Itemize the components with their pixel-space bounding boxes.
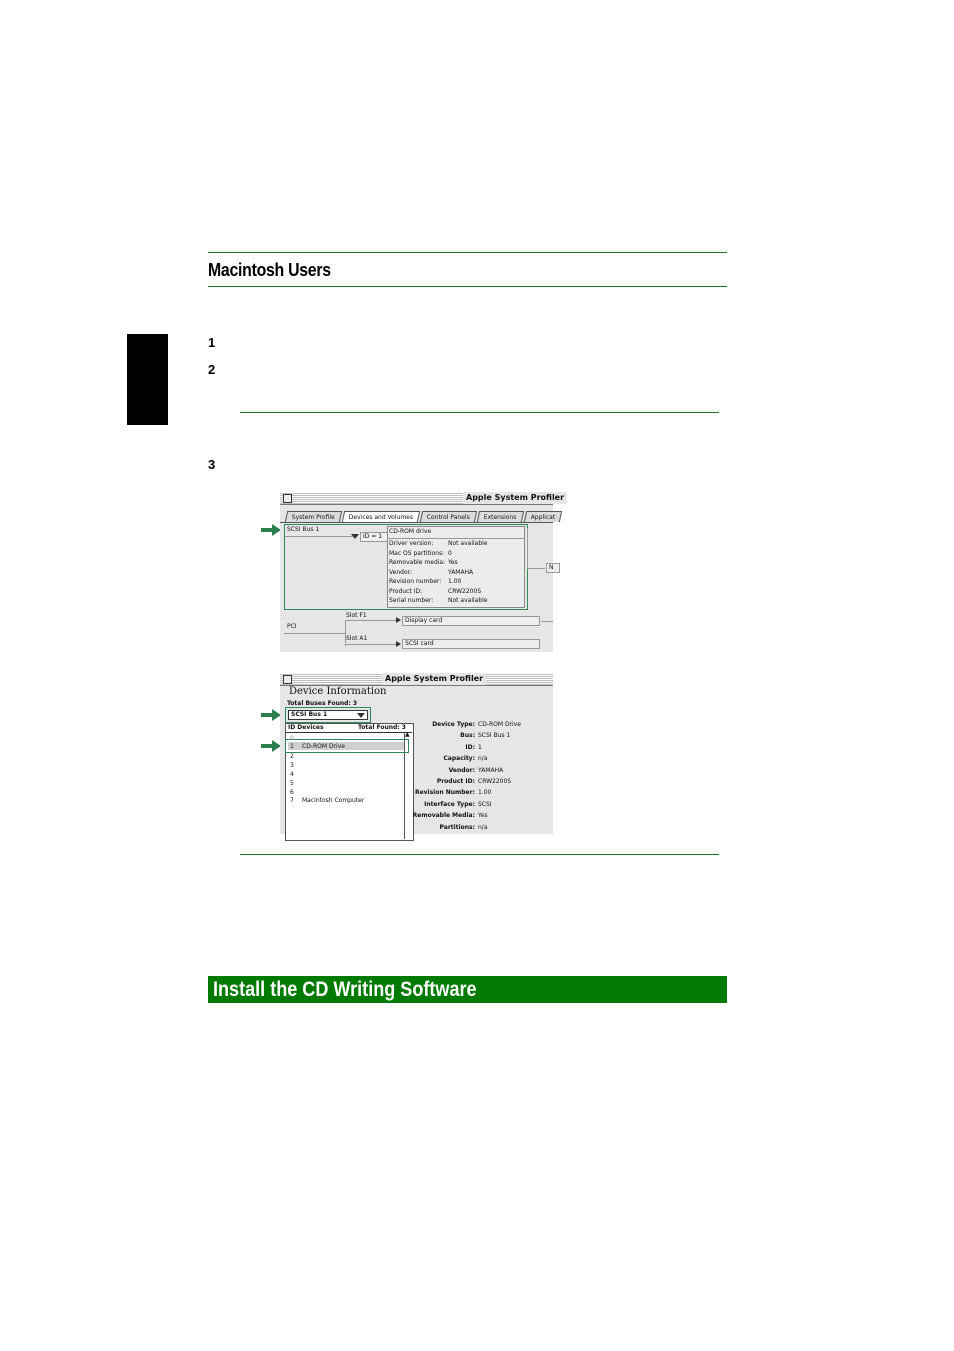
connector-line — [345, 644, 397, 645]
prop-value: CRW2200S — [448, 587, 482, 595]
prop-label: Mac OS partitions: — [389, 549, 445, 557]
list-row-id[interactable]: 2 — [290, 753, 294, 760]
prop-value: Yes — [478, 812, 488, 820]
prop-label: ID: — [465, 743, 475, 751]
section-rule-top — [208, 252, 727, 253]
connector-line — [541, 621, 553, 622]
prop-label: Interface Type: — [424, 800, 475, 808]
prop-label: Vendor: — [448, 766, 475, 774]
prop-label: Vendor: — [389, 568, 412, 576]
divider — [280, 522, 553, 523]
prop-label: Removable media: — [389, 559, 446, 566]
window-title: Apple System Profiler — [463, 492, 567, 504]
pci-label: PCI — [287, 623, 297, 630]
connector-line — [527, 568, 545, 569]
note-rule-top — [240, 412, 719, 413]
list-header-total: Total Found: 3 — [358, 724, 406, 731]
prop-label: Removable Media: — [412, 812, 475, 820]
prop-value: CRW2200S — [478, 778, 512, 785]
prop-label: Revision Number: — [414, 789, 475, 797]
prop-label: Partitions: — [439, 823, 475, 831]
prop-value: 1.00 — [478, 789, 492, 797]
connector-line — [527, 528, 528, 568]
disclosure-triangle-icon[interactable] — [396, 641, 401, 647]
prop-value: 0 — [448, 549, 452, 557]
prop-value: 1 — [478, 743, 482, 751]
step-number-3: 3 — [208, 457, 216, 472]
device-info-heading: Device Information — [289, 686, 387, 697]
prop-label: Serial number: — [389, 597, 434, 604]
divider — [387, 538, 524, 539]
id-field[interactable]: ID = 1 — [360, 532, 392, 542]
prop-value: Not available — [448, 540, 488, 547]
tab-bar — [286, 511, 563, 522]
prop-value: Yes — [448, 559, 458, 566]
list-row-id[interactable]: 3 — [290, 762, 294, 769]
profiler-devices-screenshot — [280, 492, 565, 652]
tab-control-panels[interactable]: Control Panels — [420, 511, 477, 522]
prop-value: Not available — [448, 597, 488, 604]
prop-label: Capacity: — [443, 755, 475, 763]
chapter-tab-marker — [127, 334, 168, 425]
pointer-arrow-icon — [261, 709, 281, 721]
list-row-name[interactable]: Macintosh Computer — [302, 797, 365, 804]
list-header-id-devices: ID Devices — [288, 724, 324, 731]
list-row-id[interactable]: 4 — [290, 771, 294, 778]
slot-a1-label: Slot A1 — [346, 635, 368, 642]
bus-select-dropdown[interactable]: SCSI Bus 1 — [288, 710, 368, 720]
scroll-up-arrow-icon[interactable]: ▲ — [405, 731, 410, 738]
tab-extensions[interactable]: Extensions — [477, 511, 524, 522]
section-title: Macintosh Users — [208, 260, 331, 280]
prop-value: CD-ROM Drive — [478, 721, 521, 728]
prop-value: 1.00 — [448, 578, 462, 585]
pointer-arrow-icon — [261, 740, 281, 752]
prop-label: Product ID: — [436, 778, 475, 785]
step-number-1: 1 — [208, 335, 216, 350]
window-titlebar — [280, 673, 553, 686]
connector-line — [284, 633, 345, 634]
install-section-title: Install the CD Writing Software — [213, 978, 477, 1001]
list-row-id[interactable]: 1 — [290, 743, 294, 750]
step-number-2: 2 — [208, 362, 216, 377]
list-header-divider — [286, 732, 412, 733]
dropdown-arrow-icon[interactable] — [357, 713, 365, 718]
install-section-banner — [208, 976, 727, 1003]
scsi-bus-label: SCSI Bus 1 — [287, 526, 320, 533]
tab-system-profile[interactable]: System Profile — [285, 511, 342, 522]
connector-line — [285, 536, 353, 537]
prop-value: SCSI Bus 1 — [478, 732, 511, 740]
prop-value: YAMAHA — [448, 568, 474, 576]
total-buses-label: Total Buses Found: 3 — [287, 700, 358, 707]
prop-label: Product ID: — [389, 587, 423, 595]
list-row-name[interactable]: CD-ROM Drive — [302, 743, 345, 750]
side-node-box: N — [546, 563, 560, 573]
prop-value: n/a — [478, 755, 488, 763]
scsi-card-box[interactable]: SCSI card — [402, 639, 540, 649]
pointer-arrow-icon — [261, 524, 281, 536]
display-card-box[interactable]: Display card — [402, 616, 540, 626]
prop-label: Bus: — [460, 732, 475, 740]
connector-line — [345, 620, 397, 621]
profiler-device-info-screenshot — [280, 673, 553, 834]
tab-applications[interactable]: Applicat — [523, 511, 562, 522]
prop-value: SCSI — [478, 800, 492, 808]
slot-f1-label: Slot F1 — [346, 612, 367, 619]
disclosure-triangle-icon[interactable] — [351, 534, 359, 539]
close-box-icon[interactable] — [283, 494, 292, 503]
list-row-id[interactable]: 7 — [290, 797, 294, 804]
prop-value: n/a — [478, 823, 488, 831]
tab-devices-and-volumes[interactable]: Devices and Volumes — [342, 511, 421, 522]
list-row-id[interactable]: 5 — [290, 780, 294, 787]
close-box-icon[interactable] — [283, 675, 292, 684]
window-titlebar — [280, 492, 565, 505]
section-rule-bottom — [208, 286, 727, 287]
prop-value: YAMAHA — [478, 766, 504, 774]
note-rule-bottom — [240, 854, 719, 855]
prop-label: Device Type: — [432, 721, 475, 728]
prop-label: Driver version: — [389, 540, 434, 547]
device-name: CD-ROM drive — [389, 528, 432, 535]
disclosure-triangle-icon[interactable] — [396, 617, 401, 623]
window-title: Apple System Profiler — [382, 673, 486, 685]
list-row-id: 0 — [290, 735, 294, 742]
list-row-id[interactable]: 6 — [290, 789, 294, 796]
prop-label: Revision number: — [389, 578, 442, 585]
